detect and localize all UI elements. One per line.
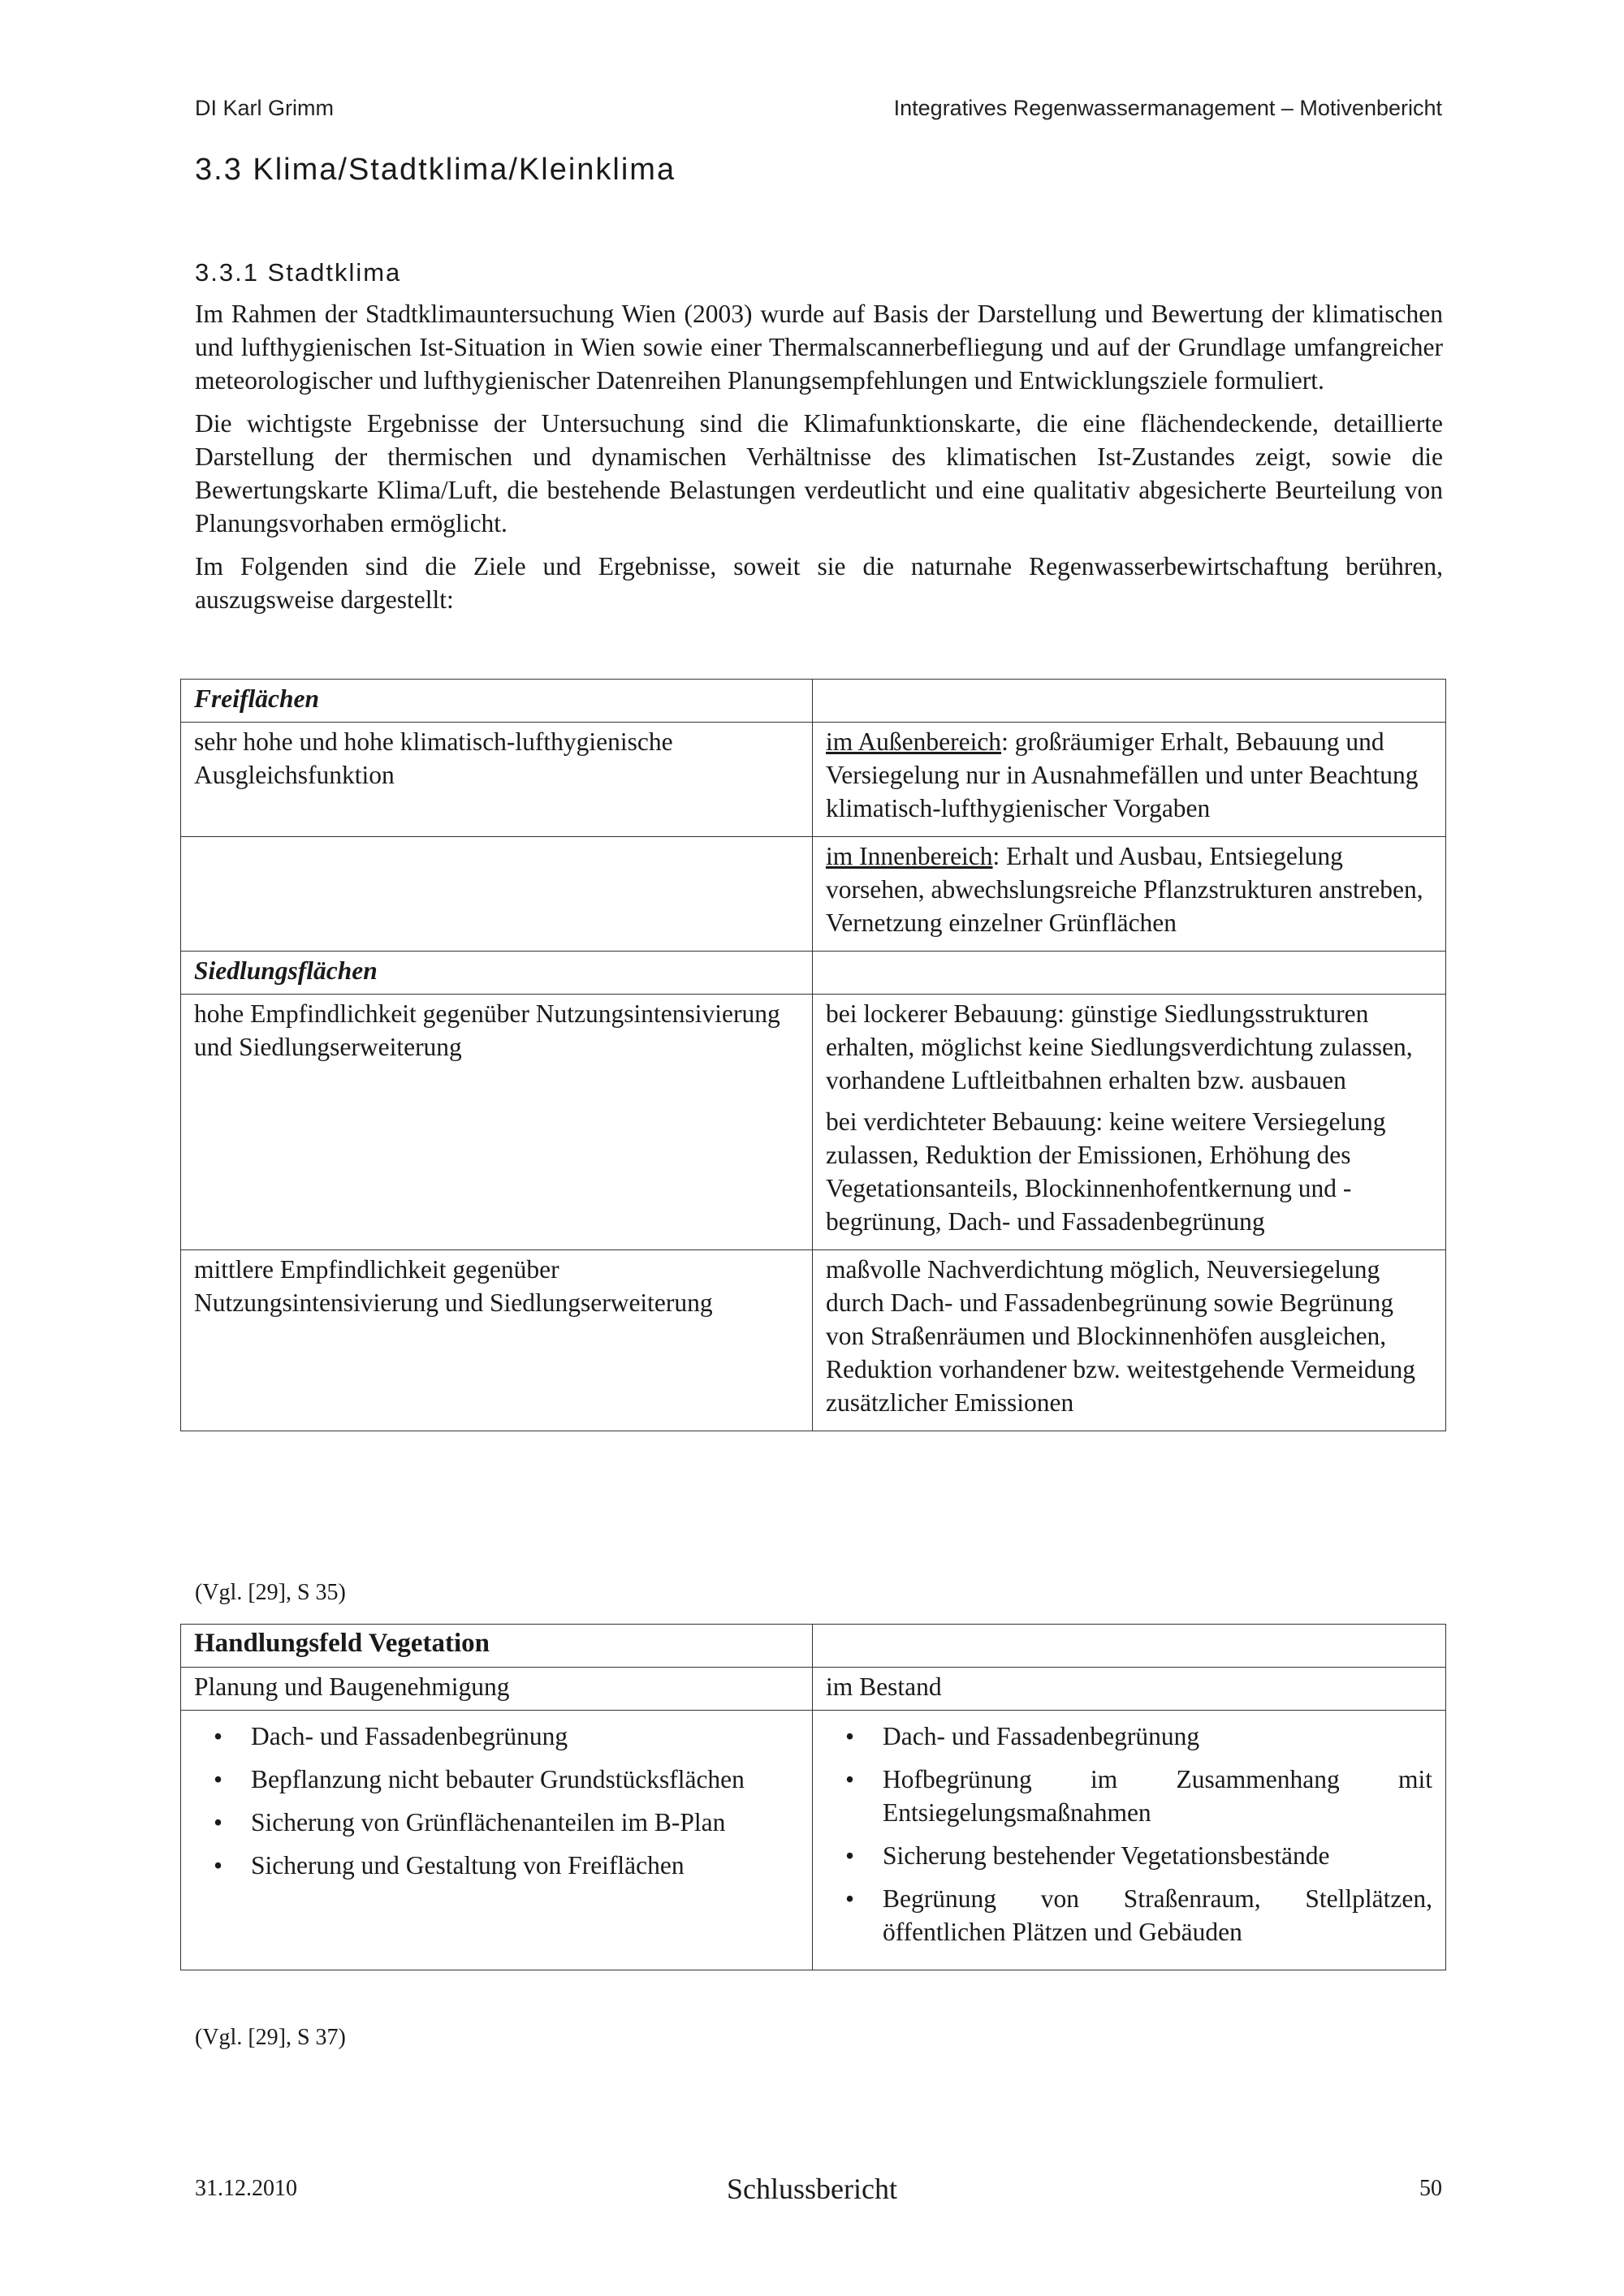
table-source: (Vgl. [29], S 37) [195, 2025, 346, 2050]
bullet-icon: • [214, 1722, 223, 1750]
column-header: Planung und Baugenehmigung [181, 1668, 813, 1711]
table-cell: maßvolle Nachverdichtung möglich, Neuversiegelung durch Dach- und Fassadenbegrünung sowie Begrünung von Straßenräumen und Blockinnenhöfen ausgleichen, Reduktion vorhandener bzw. weitestgehende Vermeidung zusätzlicher Emissionen [813, 1250, 1446, 1431]
vegetation-table [180, 1624, 1446, 1970]
cell-paragraph: bei lockerer Bebauung: günstige Siedlungsstrukturen erhalten, möglichst keine Siedlungsverdichtung zulassen, vorhandene Luftleitbahnen erhalten bzw. ausbauen [826, 999, 1413, 1094]
klima-table [180, 679, 1446, 1431]
underlined-term: im Innenbereich [826, 842, 993, 870]
bullet-icon: • [845, 1722, 855, 1750]
bullet-icon: • [214, 1851, 223, 1880]
paragraph: Die wichtigste Ergebnisse der Untersuchung sind die Klimafunktionskarte, die eine flächendeckende, detaillierte Darstellung der thermischen und dynamischen Verhältnisse des klimatischen Ist-Zustandes zeigt, sowie die Bewertungskarte Klima/Luft, die bestehende Belastungen verdeutlicht und eine qualitativ abgesicherte Beurteilung von Planungsvorhaben ermöglicht. [195, 409, 1443, 537]
list-item: • Dach- und Fassadenbegrünung [826, 1720, 1432, 1753]
bullet-list [194, 1720, 799, 1882]
bullet-icon: • [845, 1884, 855, 1913]
vegetation-heading: Handlungsfeld Vegetation [181, 1625, 813, 1668]
table-cell [813, 837, 1446, 952]
table-row [181, 952, 1446, 995]
empty-cell [813, 952, 1446, 995]
paragraph: Im Folgenden sind die Ziele und Ergebnisse, soweit sie die naturnahe Regenwasserbewirtschaftung berühren, auszugsweise dargestellt: [195, 552, 1443, 614]
empty-cell [181, 837, 813, 952]
table-cell [181, 1711, 813, 1970]
cell-paragraph: bei verdichteter Bebauung: keine weitere Versiegelung zulassen, Reduktion der Emissionen, Erhöhung des Vegetationsanteils, Blockinnenhofentkernung und -begrünung, Dach- und Fassadenbegrünung [826, 1107, 1386, 1236]
footer-date: 31.12.2010 [195, 2176, 297, 2201]
freiflaechen-heading: Freiflächen [181, 680, 813, 723]
bullet-icon: • [845, 1765, 855, 1793]
table-row [181, 1711, 1446, 1970]
header-title: Integratives Regenwassermanagement – Motivenbericht [893, 96, 1442, 120]
cell-text: : Erhalt und Ausbau, Entsiegelung vorsehen, abwechslungsreiche Pflanzstrukturen anstreben, Vernetzung einzelner Grünflächen [826, 842, 1423, 937]
footer-title: Schlussbericht [727, 2173, 897, 2205]
list-item: • Sicherung bestehender Vegetationsbestände [826, 1839, 1432, 1872]
table-row [181, 680, 1446, 723]
list-item: • Begrünung von Straßenraum, Stellplätzen, öffentlichen Plätzen und Gebäuden [826, 1882, 1432, 1949]
subsection-title: 3.3.1 Stadtklima [195, 258, 402, 287]
table-row [181, 1668, 1446, 1711]
list-item: • Sicherung und Gestaltung von Freiflächen [194, 1849, 799, 1882]
column-header: im Bestand [813, 1668, 1446, 1711]
table-row [181, 1250, 1446, 1431]
header-author: DI Karl Grimm [195, 96, 334, 120]
table-row [181, 995, 1446, 1250]
table-cell: mittlere Empfindlichkeit gegenüber Nutzungsintensivierung und Siedlungserweiterung [181, 1250, 813, 1431]
table-cell [813, 995, 1446, 1250]
body-text [195, 297, 1443, 626]
cell-text: : großräumiger Erhalt, Bebauung und Versiegelung nur in Ausnahmefällen und unter Beachtung klimatisch-lufthygienischer Vorgaben [826, 727, 1419, 822]
page-number: 50 [1419, 2176, 1442, 2201]
list-item: • Bepflanzung nicht bebauter Grundstücksflächen [194, 1763, 799, 1796]
table-cell: hohe Empfindlichkeit gegenüber Nutzungsintensivierung und Siedlungserweiterung [181, 995, 813, 1250]
bullet-icon: • [214, 1808, 223, 1836]
table-row [181, 1625, 1446, 1668]
list-item: • Dach- und Fassadenbegrünung [194, 1720, 799, 1753]
list-item: • Sicherung von Grünflächenanteilen im B-Plan [194, 1806, 799, 1839]
siedlungsflaechen-heading: Siedlungsflächen [181, 952, 813, 995]
table-source: (Vgl. [29], S 35) [195, 1580, 346, 1605]
bullet-icon: • [214, 1765, 223, 1793]
table-row [181, 837, 1446, 952]
table-cell [813, 1711, 1446, 1970]
empty-cell [813, 680, 1446, 723]
bullet-list [826, 1720, 1432, 1949]
section-title: 3.3 Klima/Stadtklima/Kleinklima [195, 153, 676, 187]
list-item: • Hofbegrünung im Zusammenhang mit Entsiegelungsmaßnahmen [826, 1763, 1432, 1829]
bullet-icon: • [845, 1841, 855, 1870]
empty-cell [813, 1625, 1446, 1668]
table-cell [813, 723, 1446, 837]
table-row [181, 723, 1446, 837]
paragraph: Im Rahmen der Stadtklimauntersuchung Wien (2003) wurde auf Basis der Darstellung und Bewertung der klimatischen und lufthygienischen Ist-Situation in Wien sowie einer Thermalscannerbefliegung und auf der Grundlage umfangreicher meteorologischer und lufthygienischer Datenreihen Planungsempfehlungen und Entwicklungsziele formuliert. [195, 300, 1443, 395]
underlined-term: im Außenbereich [826, 727, 1002, 756]
table-cell: sehr hohe und hohe klimatisch-lufthygienische Ausgleichsfunktion [181, 723, 813, 837]
